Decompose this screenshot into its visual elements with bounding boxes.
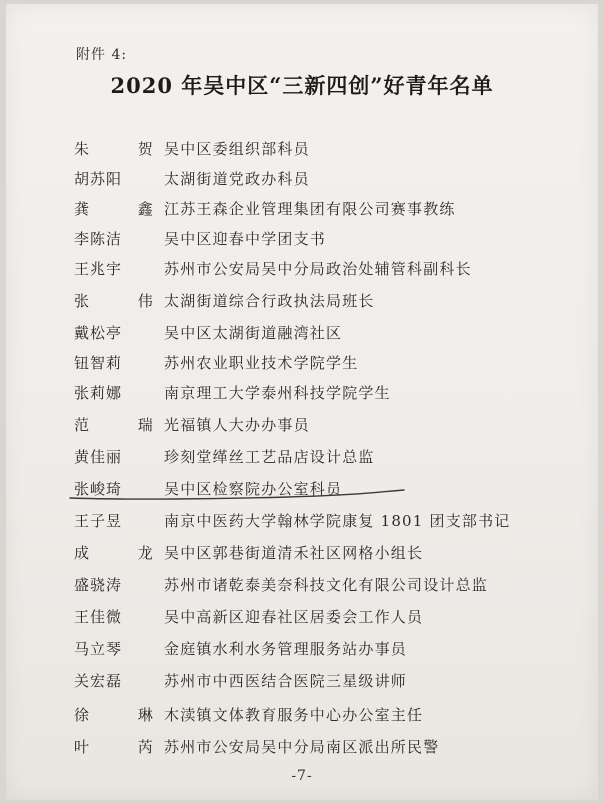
person-organization: 光福镇人大办办事员: [164, 415, 310, 434]
person-name: 戴松亭: [74, 323, 123, 342]
person-name: 徐 琳: [74, 705, 175, 724]
list-item: [74, 194, 456, 222]
page-number: -7-: [291, 768, 313, 784]
person-name: 张峻琦: [74, 479, 123, 498]
person-name: 马立琴: [74, 639, 123, 658]
document-page: [6, 4, 598, 800]
person-organization: 吴中区太湖街道融湾社区: [164, 323, 343, 342]
list-item: [74, 134, 310, 162]
person-name: 黄佳丽: [74, 447, 123, 466]
person-name: 范 瑞: [74, 415, 175, 434]
person-organization: 江苏王森企业管理集团有限公司赛事教练: [164, 199, 456, 218]
person-organization: 太湖街道综合行政执法局班长: [164, 291, 375, 310]
person-name: 成 龙: [74, 543, 175, 562]
person-organization: 吴中区郭巷街道清禾社区网格小组长: [164, 543, 424, 562]
list-item: [74, 164, 310, 192]
person-organization: 苏州市中西医结合医院三星级讲师: [164, 671, 408, 690]
list-item: [74, 506, 511, 534]
person-name: 王子昱: [74, 511, 123, 530]
person-name: 王兆宇: [74, 259, 123, 278]
list-item: [74, 410, 310, 438]
list-item: [74, 634, 407, 662]
list-item: [74, 254, 472, 282]
person-name: 盛骁涛: [74, 575, 123, 594]
list-item: [74, 378, 391, 406]
person-organization: 木渎镇文体教育服务中心办公室主任: [164, 705, 424, 724]
person-name: 胡苏阳: [74, 169, 123, 188]
list-item: [74, 666, 407, 694]
person-organization: 太湖街道党政办科员: [164, 169, 310, 188]
list-item: [74, 538, 423, 566]
list-item: [74, 732, 439, 760]
person-name: 龚 鑫: [74, 199, 175, 218]
person-organization: 苏州市诸乾泰美奈科技文化有限公司设计总监: [164, 575, 489, 594]
list-item: [74, 318, 342, 346]
person-organization: 苏州农业职业技术学院学生: [164, 353, 359, 372]
list-item: [74, 474, 342, 502]
list-item: [74, 602, 423, 630]
person-name: 朱 贺: [74, 139, 175, 158]
list-item: [74, 224, 326, 252]
list-item: [74, 286, 375, 314]
person-organization: 吴中区迎春中学团支书: [164, 229, 327, 248]
person-organization: 南京中医药大学翰林学院康复 1801 团支部书记: [164, 511, 511, 530]
list-item: [74, 442, 375, 470]
person-organization: 吴中区检察院办公室科员: [164, 479, 343, 498]
person-name: 张莉娜: [74, 383, 123, 402]
person-organization: 金庭镇水利水务管理服务站办事员: [164, 639, 408, 658]
person-name: 叶 芮: [74, 737, 175, 756]
list-item: [74, 700, 423, 728]
person-organization: 吴中高新区迎春社区居委会工作人员: [164, 607, 424, 626]
person-name: 钮智莉: [74, 353, 123, 372]
person-name: 李陈洁: [74, 229, 123, 248]
attachment-label: 附件 4:: [76, 47, 128, 63]
person-name: 关宏磊: [74, 671, 123, 690]
person-organization: 南京理工大学泰州科技学院学生: [164, 383, 391, 402]
person-organization: 珍刻堂缂丝工艺品店设计总监: [164, 447, 375, 466]
list-item: [74, 570, 488, 598]
person-organization: 苏州市公安局吴中分局南区派出所民警: [164, 737, 440, 756]
person-organization: 苏州市公安局吴中分局政治处辅管科副科长: [164, 259, 472, 278]
list-item: [74, 348, 358, 376]
person-organization: 吴中区委组织部科员: [164, 139, 310, 158]
person-name: 王佳微: [74, 607, 123, 626]
page-title: 2020 年吴中区“三新四创”好青年名单: [110, 73, 494, 98]
person-name: 张 伟: [74, 291, 175, 310]
